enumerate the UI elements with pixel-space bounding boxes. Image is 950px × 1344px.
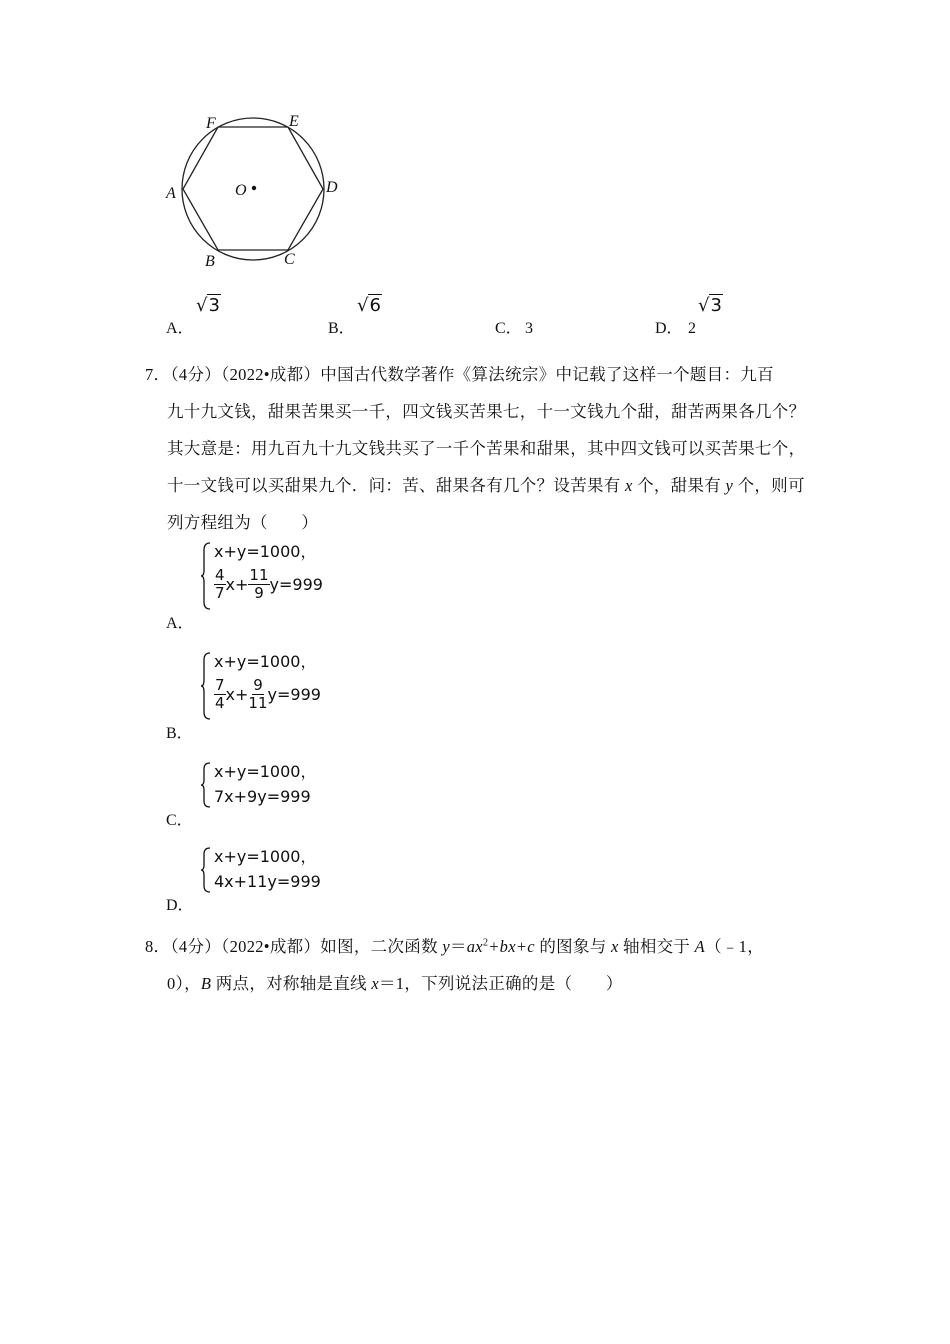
q7-line-2: 九十九文钱，甜果苦果买一千，四文钱买苦果七，十一文钱九个甜，甜苦两果各几个？: [167, 402, 806, 421]
brace-icon: [200, 762, 212, 808]
label-E: E: [289, 113, 299, 130]
center-point: [252, 186, 256, 190]
label-F: F: [206, 115, 216, 132]
brace-icon: [200, 847, 212, 893]
label-B: B: [205, 253, 215, 270]
equation-system: x+y=1000， 7x+9y=999: [200, 762, 350, 808]
equation-system: x+y=1000， $\frac{4}{7}$ x+ $\frac{11}{9}$ y=999: [200, 542, 350, 610]
q7-line-4: 十一文钱可以买甜果九个．问：苦、甜果各有几个？设苦果有 x 个，甜果有 y 个，则可: [167, 476, 805, 495]
equation-system: x+y=1000， $\frac{7}{4}$ x+ $\frac{9}{11}$ y=999: [200, 652, 350, 720]
q7-line-5: 列方程组为（ ）: [167, 513, 319, 532]
q8-line-1: 8．（4分）（2022•成都）如图，二次函数 $y=ax^2+bx+c$ 的图象与 x 轴相交于 A（﹣1，: [145, 937, 765, 956]
label-C: C: [284, 251, 295, 268]
brace-icon: [200, 542, 212, 610]
equation-system: x+y=1000， 4x+11y=999: [200, 847, 350, 893]
sqrt: √6: [357, 295, 381, 316]
document-page: F E A O D B C A． √3 B． √6 C． 3 D． 2 √3 7．（4分）（2022•成都）中国古代数学著作《算法统宗》中记载了这样一个题目：九百 九十九文钱，甜果苦果买一千，四文钱买苦果七，十一文钱九个甜，甜苦两果各几个？ 其大意是：用九百九十九文钱共买了一千个苦果和甜果，其中四文钱可以买苦果七个， 十一文钱可以买甜果九个．问：苦、甜果各有几个？设苦果有 x 个，甜果有 y 个，则可 列方程组为（ ） x+y=1000， $\frac{4}{7}$ x+ $\frac{11}{9}$ y=999 A． x+y=1000， $\frac{7}{4}$ x+ $\frac{9}{11}$ y=999 B． x+y=1000， 7x+9y=999 C． x+y=1000， 4x+11y=999 D． 8．（4分）（2022•成都）如图，二次函数 $y=ax^2+bx+c$ 的图象与 x 轴相交于 A（﹣1， 0），B 两点，对称轴是直线 x＝1，下列说法正确的是（ ）: [0, 0, 950, 1344]
sqrt: √3: [196, 295, 220, 316]
label-O: O: [235, 182, 247, 199]
sqrt: √3: [698, 295, 722, 316]
label-D: D: [326, 179, 338, 196]
q8-line-2: 0），B 两点，对称轴是直线 x＝1，下列说法正确的是（ ）: [167, 974, 623, 993]
q7-line-3: 其大意是：用九百九十九文钱共买了一千个苦果和甜果，其中四文钱可以买苦果七个，: [167, 439, 806, 458]
q7-line-1: 7．（4分）（2022•成都）中国古代数学著作《算法统宗》中记载了这样一个题目：九百: [145, 365, 774, 384]
brace-icon: [200, 652, 212, 720]
label-A: A: [166, 185, 176, 202]
